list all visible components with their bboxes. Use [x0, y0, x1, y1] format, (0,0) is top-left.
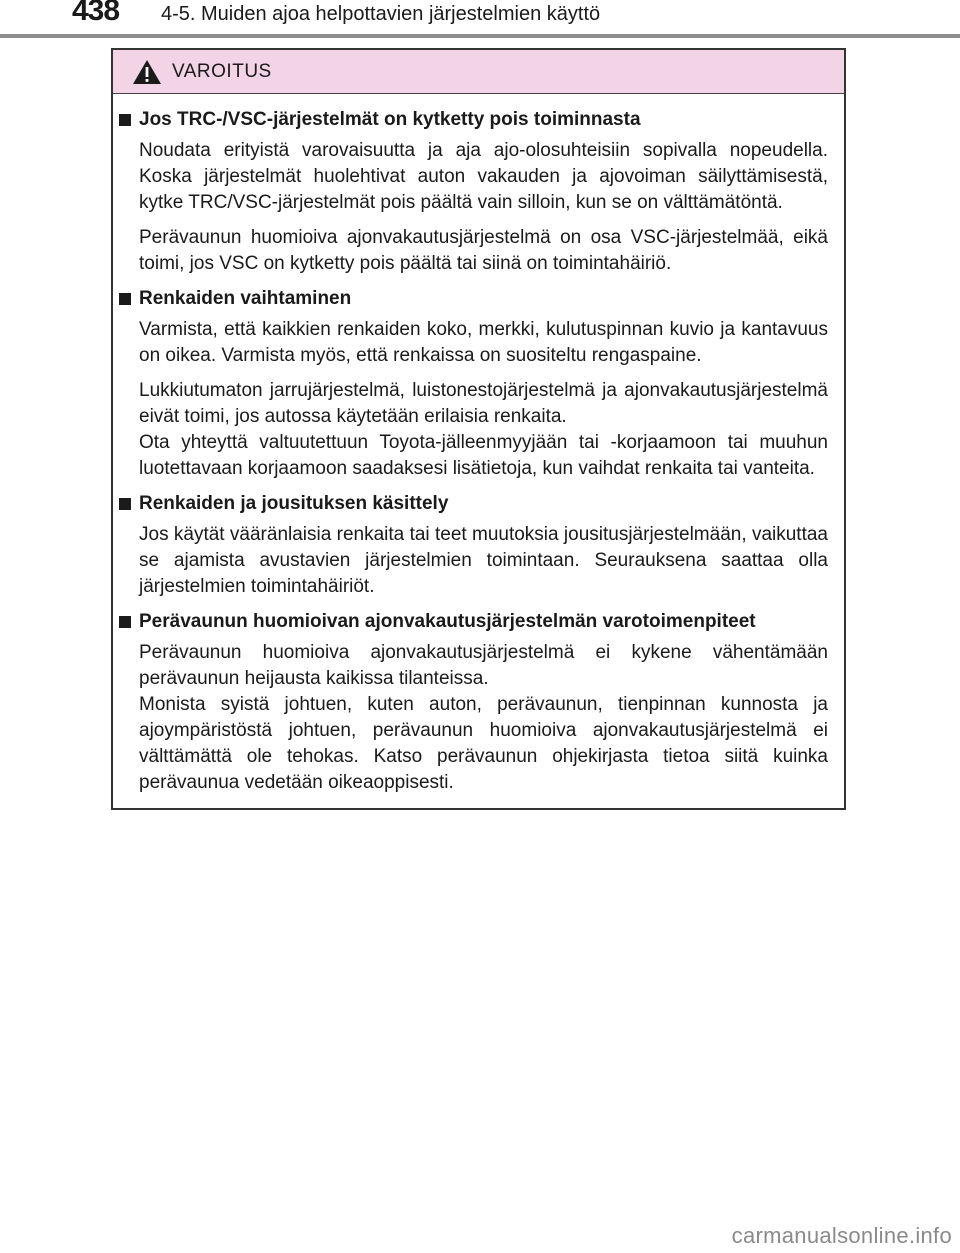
- item-heading-text: Jos TRC-/VSC-järjestelmät on kytketty pois toiminnasta: [139, 109, 641, 130]
- warning-title: VAROITUS: [172, 61, 272, 82]
- warning-item-trc-vsc: [119, 107, 828, 277]
- square-bullet-icon: [119, 498, 131, 510]
- paragraph: Varmista, että kaikkien renkaiden koko, merkki, kulutuspinnan kuvio ja kantavuus on oikea. Varmista myös, että renkaissa on suositeltu rengaspaine.: [139, 319, 828, 366]
- item-heading: [119, 107, 828, 133]
- paragraph: Perävaunun huomioiva ajonvakautusjärjestelmä ei kykene vähentämään perävaunun heijausta kaikissa tilanteissa.: [139, 642, 828, 689]
- page-header: [0, 0, 960, 40]
- warning-item-trailer-sway: [119, 609, 828, 796]
- paragraph: Lukkiutumaton jarrujärjestelmä, luistonestojärjestelmä ja ajonvakautusjärjestelmä eivät toimi, jos autossa käytetään erilaisia renkaita.: [139, 380, 828, 427]
- paragraph: Noudata erityistä varovaisuutta ja aja ajo-olosuhteisiin sopivalla nopeudella. Koska järjestelmät huolehtivat auton vakauden ja ajovoiman säilyttämisestä, kytke TRC/VSC-järjestelmät pois päältä vain silloin, kun se on välttämätöntä.: [139, 140, 828, 213]
- warning-item-tire-change: [119, 286, 828, 482]
- paragraph: Jos käytät vääränlaisia renkaita tai teet muutoksia jousitusjärjestelmään, vaikuttaa se ajamista avustavien järjestelmien toimintaan. Seurauksena saattaa olla järjestelmien toimintahäiriöt.: [139, 524, 828, 597]
- page-number: 438: [72, 0, 120, 27]
- item-heading: [119, 609, 828, 635]
- footer-watermark: carmanualsonline.info: [731, 1223, 952, 1248]
- warning-triangle-icon: [132, 59, 162, 85]
- paragraph: Ota yhteyttä valtuutettuun Toyota-jälleenmyyjään tai -korjaamoon tai muuhun luotettavaan korjaamoon saadaksesi lisätietoja, kun vaihdat renkaita tai vanteita.: [139, 432, 828, 479]
- header-divider: [0, 34, 960, 38]
- item-heading: [119, 491, 828, 517]
- warning-item-tires-suspension: [119, 491, 828, 600]
- item-heading-text: Perävaunun huomioivan ajonvakautusjärjestelmän varotoimenpiteet: [139, 611, 756, 632]
- warning-header: [113, 50, 844, 94]
- square-bullet-icon: [119, 114, 131, 126]
- square-bullet-icon: [119, 616, 131, 628]
- warning-body: [113, 94, 844, 796]
- paragraph: Perävaunun huomioiva ajonvakautusjärjestelmä on osa VSC-järjestelmää, eikä toimi, jos VSC on kytketty pois päältä tai siinä on toimintahäiriö.: [139, 227, 828, 274]
- item-heading-text: Renkaiden vaihtaminen: [139, 288, 352, 309]
- warning-box: [111, 48, 846, 810]
- square-bullet-icon: [119, 293, 131, 305]
- section-title: 4-5. Muiden ajoa helpottavien järjestelmien käyttö: [161, 3, 601, 25]
- paragraph: Monista syistä johtuen, kuten auton, perävaunun, tienpinnan kunnosta ja ajoympäristöstä johtuen, perävaunun huomioiva ajonvakautusjärjestelmä ei välttämättä ole tehokas. Katso perävaunun ohjekirjasta tietoa siitä kuinka perävaunua vedetään oikeaoppisesti.: [139, 694, 828, 793]
- item-heading-text: Renkaiden ja jousituksen käsittely: [139, 493, 449, 514]
- item-heading: [119, 286, 828, 312]
